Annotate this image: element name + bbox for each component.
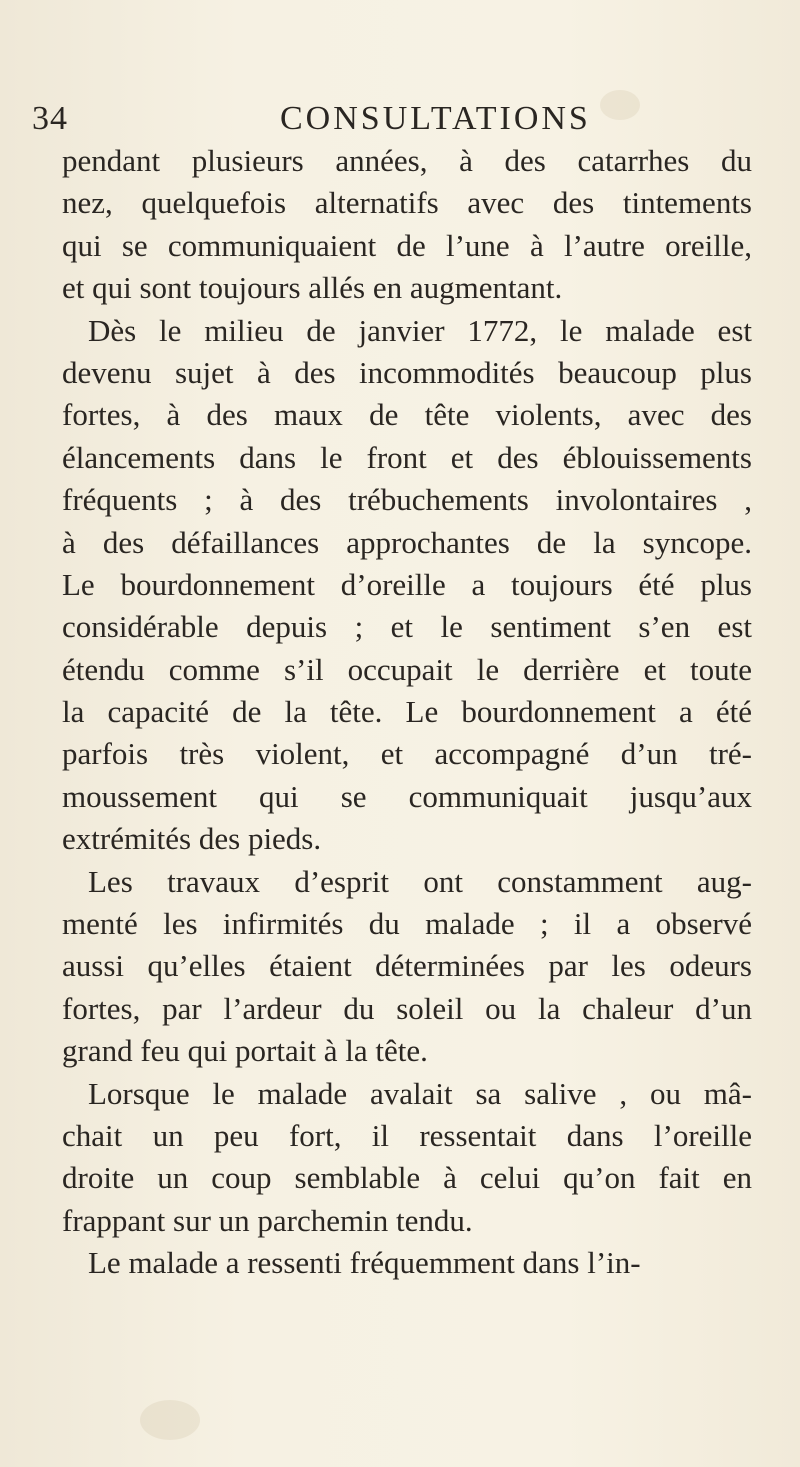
- page-header: [32, 100, 752, 144]
- page-number: 34: [32, 100, 68, 137]
- text-line: menté les infirmités du malade ; il a observé: [62, 906, 752, 942]
- text-line: fréquents ; à des trébuchements involontaires ,: [62, 482, 752, 518]
- running-head: CONSULTATIONS: [280, 100, 591, 137]
- text-line: droite un coup semblable à celui qu’on fait en: [62, 1160, 752, 1196]
- text-line: moussement qui se communiquait jusqu’aux: [62, 778, 752, 814]
- text-line: fortes, à des maux de tête violents, avec des: [62, 397, 752, 433]
- text-line: Les travaux d’esprit ont constamment aug-: [88, 863, 752, 899]
- text-line: Le malade a ressenti fréquemment dans l’in-: [88, 1245, 641, 1281]
- text-line: extrémités des pieds.: [62, 821, 322, 857]
- text-line: Lorsque le malade avalait sa salive , ou mâ-: [88, 1075, 752, 1111]
- text-line: la capacité de la tête. Le bourdonnement a été: [62, 694, 752, 730]
- text-line: Dès le milieu de janvier 1772, le malade est: [88, 312, 752, 348]
- paper-stain: [140, 1400, 200, 1440]
- body-text: [62, 140, 752, 1285]
- text-line: devenu sujet à des incommodités beaucoup plus: [62, 354, 752, 390]
- text-line: à des défaillances approchantes de la syncope.: [62, 524, 752, 560]
- text-line: qui se communiquaient de l’une à l’autre oreille,: [62, 227, 752, 263]
- text-line: frappant sur un parchemin tendu.: [62, 1202, 473, 1238]
- text-line: chait un peu fort, il ressentait dans l’oreille: [62, 1117, 752, 1153]
- text-line: étendu comme s’il occupait le derrière et toute: [62, 651, 752, 687]
- text-line: élancements dans le front et des éblouissements: [62, 439, 752, 475]
- text-line: pendant plusieurs années, à des catarrhes du: [62, 143, 752, 178]
- text-line: grand feu qui portait à la tête.: [62, 1033, 428, 1069]
- text-line: et qui sont toujours allés en augmentant.: [62, 270, 563, 306]
- text-line: considérable depuis ; et le sentiment s’en est: [62, 609, 752, 645]
- text-line: aussi qu’elles étaient déterminées par les odeurs: [62, 948, 752, 984]
- text-line: nez, quelquefois alternatifs avec des tintements: [62, 185, 752, 221]
- text-line: Le bourdonnement d’oreille a toujours été plus: [62, 566, 752, 602]
- text-line: parfois très violent, et accompagné d’un tré-: [62, 736, 752, 772]
- text-line: fortes, par l’ardeur du soleil ou la chaleur d’un: [62, 990, 752, 1026]
